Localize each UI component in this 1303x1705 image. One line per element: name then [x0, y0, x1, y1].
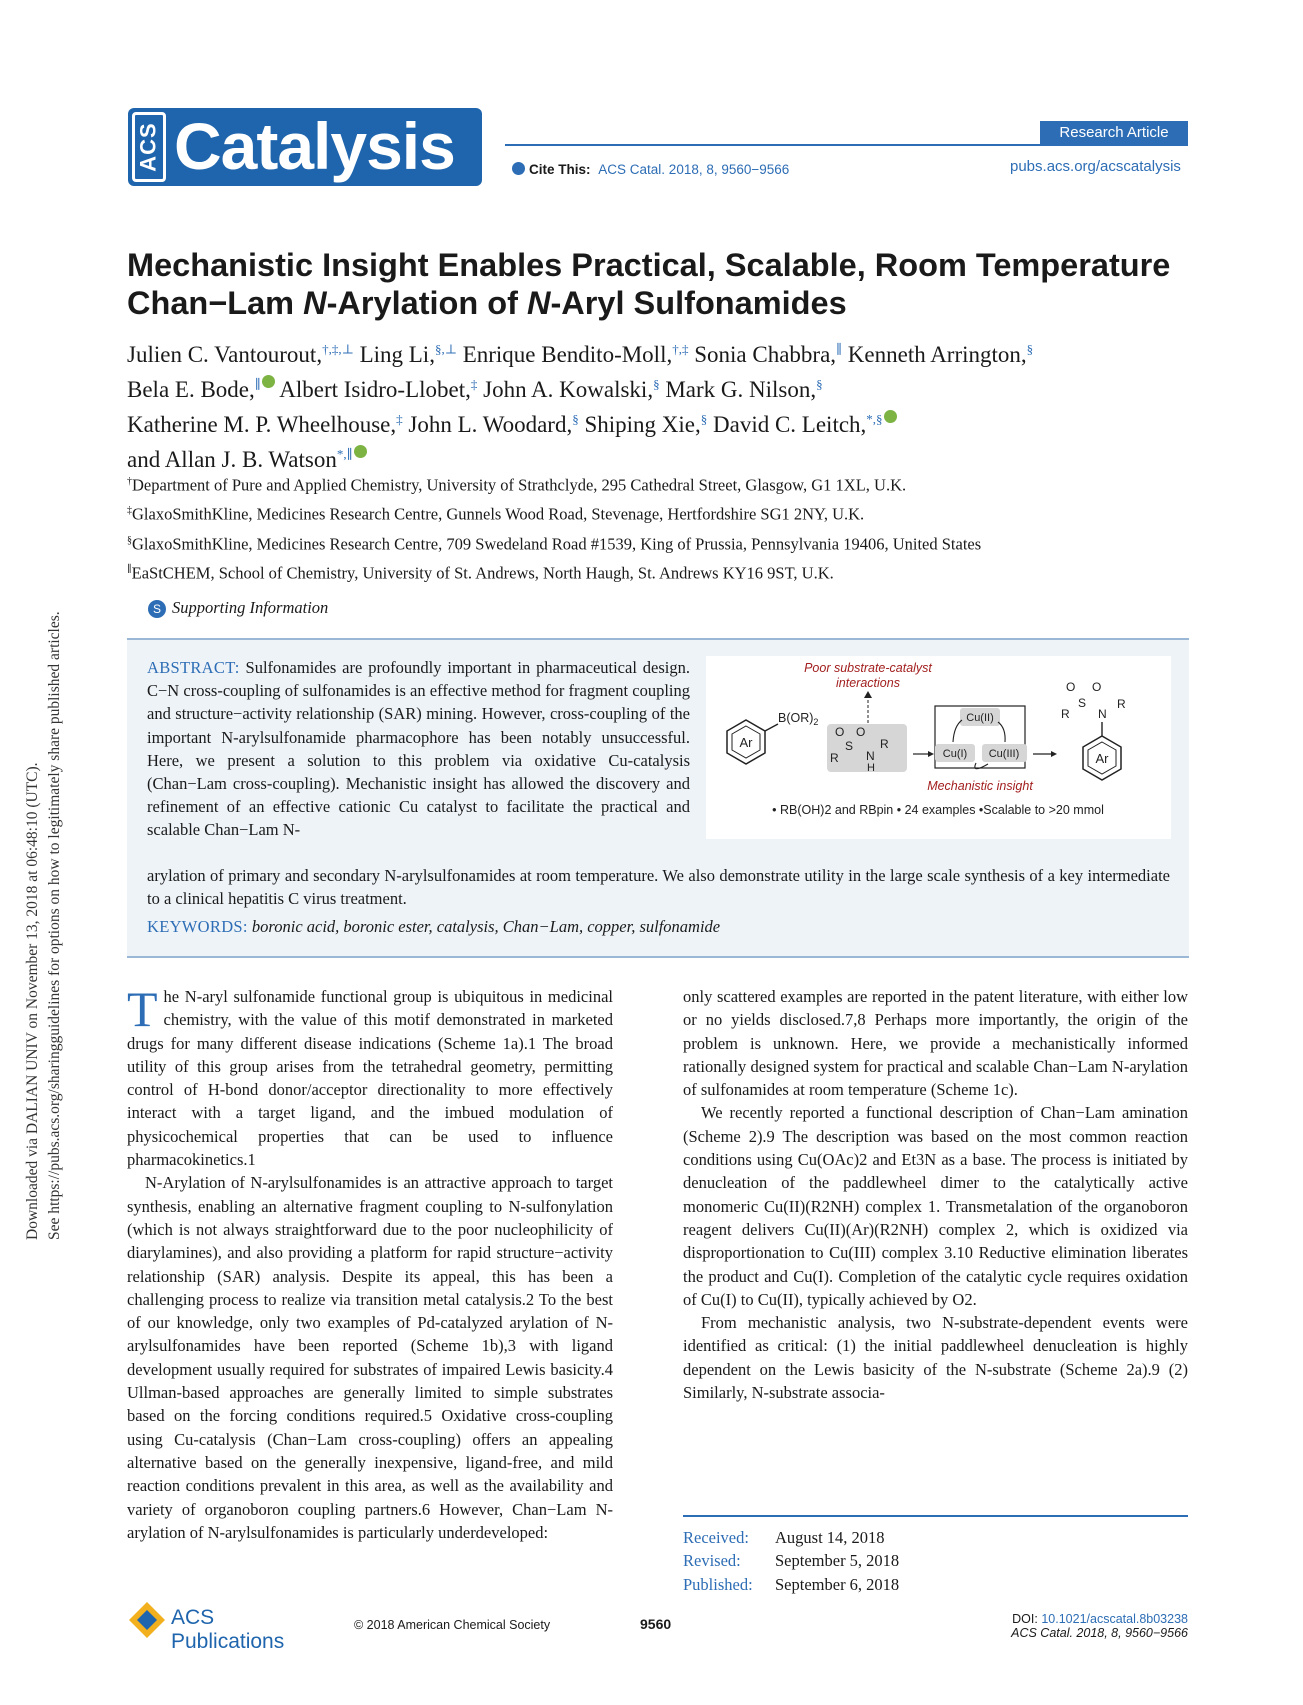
svg-text:Ar: Ar [739, 735, 753, 750]
author[interactable]: Enrique Bendito-Moll,†,‡ [462, 341, 689, 367]
author[interactable]: Albert Isidro-Llobet,‡ [279, 376, 478, 402]
article-title [127, 246, 1197, 322]
supporting-info-icon: S [148, 600, 166, 618]
title-line-1: Mechanistic Insight Enables Practical, Scalable, Room Temperature [127, 247, 1171, 283]
author[interactable]: Mark G. Nilson,§ [665, 376, 823, 402]
article-type-badge: Research Article [1040, 121, 1188, 145]
svg-text:O: O [856, 725, 866, 739]
svg-text:R: R [1061, 707, 1070, 721]
paragraph: From mechanistic analysis, two N-substrate-dependent events were identified as critical: (1) the initial paddlewheel denucleation is highly dependent on the Lewis basicity of the N-substrate (Scheme 2a).9 (2) Similarly, N-substrate associa- [683, 1313, 1188, 1403]
toc-poor-label-2: interactions [836, 676, 900, 690]
svg-text:Cu(I): Cu(I) [942, 748, 968, 760]
dates-rule [683, 1515, 1188, 1517]
publication-dates [683, 1526, 899, 1596]
toc-poor-label: Poor substrate-catalyst [804, 661, 932, 675]
date-received: Received: August 14, 2018 [683, 1528, 885, 1547]
cite-icon [512, 162, 525, 175]
toc-graphic [706, 656, 1171, 839]
drop-cap: T [127, 981, 158, 1037]
svg-text:R: R [830, 751, 839, 765]
svg-text:N: N [866, 749, 875, 763]
author[interactable]: Bela E. Bode,∥ [127, 377, 275, 402]
svg-text:O: O [835, 725, 845, 739]
svg-text:R: R [1117, 697, 1126, 711]
orcid-icon[interactable] [354, 445, 367, 458]
author[interactable]: John L. Woodard,§ [408, 411, 579, 437]
author[interactable]: Katherine M. P. Wheelhouse,‡ [127, 411, 403, 437]
svg-text:O: O [1066, 680, 1076, 694]
svg-text:Cu(II): Cu(II) [966, 712, 994, 724]
download-stamp [22, 400, 66, 1240]
paragraph: only scattered examples are reported in the patent literature, with either low or no yields disclosed.7,8 Perhaps more importantly, the origin of the problem is unknown. Here, we provide a mechanistically informed rationally designed system for practical and scalable Chan−Lam N-arylation of sulfonamides at room temperature (Scheme 1c). [683, 987, 1188, 1100]
author[interactable]: Ling Li,§,⊥ [359, 341, 457, 367]
author[interactable]: Kenneth Arrington,§ [847, 341, 1034, 367]
page-number: 9560 [640, 1616, 672, 1632]
svg-text:O: O [1092, 680, 1102, 694]
download-line-1: Downloaded via DALIAN UNIV on November 13, 2018 at 06:48:10 (UTC). [24, 762, 41, 1240]
svg-text:H: H [867, 762, 875, 774]
paragraph: We recently reported a functional description of Chan−Lam amination (Scheme 2).9 The description was based on the most common reaction conditions using Cu(OAc)2 and Et3N as a base. The process is initiated by denucleation of the paddlewheel dimer to the catalytically active monomeric Cu(II)(R2NH) complex 1. Transmetalation of the organoboron reagent delivers Cu(II)(Ar)(R2NH) complex 2, which is oxidized via disproportionation to Cu(III) complex 3.10 Reductive elimination liberates the product and Cu(I). Completion of the catalytic cycle requires oxidation of Cu(I) to Cu(II), typically achieved by O2. [683, 1103, 1188, 1309]
abstract-text: ABSTRACT: Sulfonamides are profoundly important in pharmaceutical design. C−N cross-coupling of sulfonamides is an effective method for fragment coupling and structure−activity relationship (SAR) mining. However, cross-coupling of the important N-arylsulfonamide pharmacophore has been notably unsuccessful. Here, we present a solution to this problem via oxidative Cu-catalysis (Chan−Lam cross-coupling). Mechanistic insight has allowed the discovery and refinement of an effective cationic Cu catalyst to facilitate the practical and scalable Chan−Lam N- [147, 658, 690, 840]
footer-doi: DOI: 10.1021/acscatal.8b03238 ACS Catal. 2018, 8, 9560−9566 [1011, 1612, 1188, 1640]
body-column-right [683, 985, 1188, 1404]
acs-publications-logo[interactable] [127, 1600, 327, 1653]
svg-text:R: R [880, 737, 889, 751]
publisher-name: ACS Publications [171, 1606, 285, 1653]
body-column-left [127, 981, 613, 1544]
keywords: KEYWORDS: boronic acid, boronic ester, catalysis, Chan−Lam, copper, sulfonamide [147, 917, 721, 936]
cite-this[interactable]: Cite This: ACS Catal. 2018, 8, 9560−9566 [512, 162, 789, 177]
author[interactable]: Shiping Xie,§ [584, 411, 708, 437]
orcid-icon[interactable] [262, 375, 275, 388]
supporting-info-link[interactable]: S Supporting Information [148, 598, 328, 618]
svg-text:S: S [1078, 696, 1087, 710]
author[interactable]: Sonia Chabbra,∥ [694, 341, 843, 367]
abstract-text-continued: arylation of primary and secondary N-arylsulfonamides at room temperature. We also demonstrate utility in the large scale synthesis of a key intermediate to a clinical hepatitis C virus treatment. [147, 866, 1170, 909]
date-published: Published: September 6, 2018 [683, 1574, 900, 1594]
svg-text:Ar: Ar [1095, 751, 1109, 766]
svg-text:B(OR)2: $B(OR)_2$ [778, 711, 819, 727]
author-list [127, 334, 1207, 475]
doi-link[interactable]: 10.1021/acscatal.8b03238 [1041, 1612, 1188, 1626]
affiliation: ∥EaStCHEM, School of Chemistry, University of St. Andrews, North Haugh, St. Andrews KY16 9ST, U.K. [127, 563, 834, 583]
svg-text:Cu(III): Cu(III) [988, 748, 1020, 760]
journal-url[interactable]: pubs.acs.org/acscatalysis [1010, 158, 1181, 175]
affiliation: †Department of Pure and Applied Chemistry, University of Strathclyde, 295 Cathedral Street, Glasgow, G1 1XL, U.K. [127, 475, 907, 495]
paragraph: N-Arylation of N-arylsulfonamides is an attractive approach to target synthesis, enabling an alternative fragment coupling to N-sulfonylation (which is not always straightforward due to the poor nucleophilicity of diarylamines), and also providing a platform for rapid structure−activity relationship (SAR) analysis. Despite its appeal, this has been a challenging process to realize via transition metal catalysis.2 To the best of our knowledge, only two examples of Pd-catalyzed arylation of N-arylsulfonamides have been reported (Scheme 1b),3 with ligand development usually required for substrates of impaired Lewis basicity.4 Ullman-based approaches are generally limited to simple substrates based on the forcing conditions required.5 Oxidative cross-coupling using Cu-catalysis (Chan−Lam cross-coupling) offers an appealing alternative based on the generally inexpensive, ligand-free, and mild reaction conditions prevalent in this area, as well as the availability and variety of organoboron coupling partners.6 However, Chan−Lam N-arylation of N-arylsulfonamides is particularly underdeveloped: [127, 1173, 613, 1542]
acs-shield-icon [127, 1600, 167, 1640]
author[interactable]: David C. Leitch,*,§ [713, 412, 897, 437]
paragraph: The N-aryl sulfonamide functional group is ubiquitous in medicinal chemistry, with the value of this motif demonstrated in marketed drugs for many different disease indications (Scheme 1a).1 The broad utility of this group arises from the tetrahedral geometry, permitting control of H-bond donor/acceptor directionality to more effectively interact with a target ligand, and the imbued modulation of physicochemical properties that can be used to influence pharmacokinetics.1 [127, 981, 613, 1170]
date-revised: Revised: September 5, 2018 [683, 1551, 900, 1571]
acs-logo-mark: ACS [132, 112, 166, 182]
toc-mech-label: Mechanistic insight [927, 779, 1033, 793]
svg-text:N: N [1098, 707, 1107, 721]
author[interactable]: John A. Kowalski,§ [483, 376, 660, 402]
cite-value: ACS Catal. 2018, 8, 9560−9566 [598, 162, 790, 177]
copyright: © 2018 American Chemical Society [354, 1618, 551, 1632]
journal-ref: ACS Catal. 2018, 8, 9560−9566 [1011, 1626, 1188, 1640]
affiliation: ‡GlaxoSmithKline, Medicines Research Centre, Gunnels Wood Road, Stevenage, Hertfordshire SG1 2NY, U.K. [127, 504, 865, 524]
author[interactable]: Julien C. Vantourout,†,‡,⊥ [127, 341, 354, 367]
svg-text:S: S [845, 739, 854, 753]
download-line-2: See https://pubs.acs.org/sharingguidelines for options on how to legitimately share published articles. [46, 611, 63, 1240]
header-rule [505, 144, 1188, 146]
title-line-2: Chan−Lam N-Arylation of N-Aryl Sulfonamides [127, 285, 847, 321]
author[interactable]: and Allan J. B. Watson*,∥ [127, 447, 367, 472]
toc-bottom-line: • RB(OH)2 and RBpin • 24 examples •Scalable to >20 mmol [772, 803, 1104, 817]
orcid-icon[interactable] [884, 410, 897, 423]
journal-name: Catalysis [174, 109, 455, 183]
affiliation: §GlaxoSmithKline, Medicines Research Centre, 709 Swedeland Road #1539, King of Prussia, Pennsylvania 19406, United States [127, 534, 982, 554]
